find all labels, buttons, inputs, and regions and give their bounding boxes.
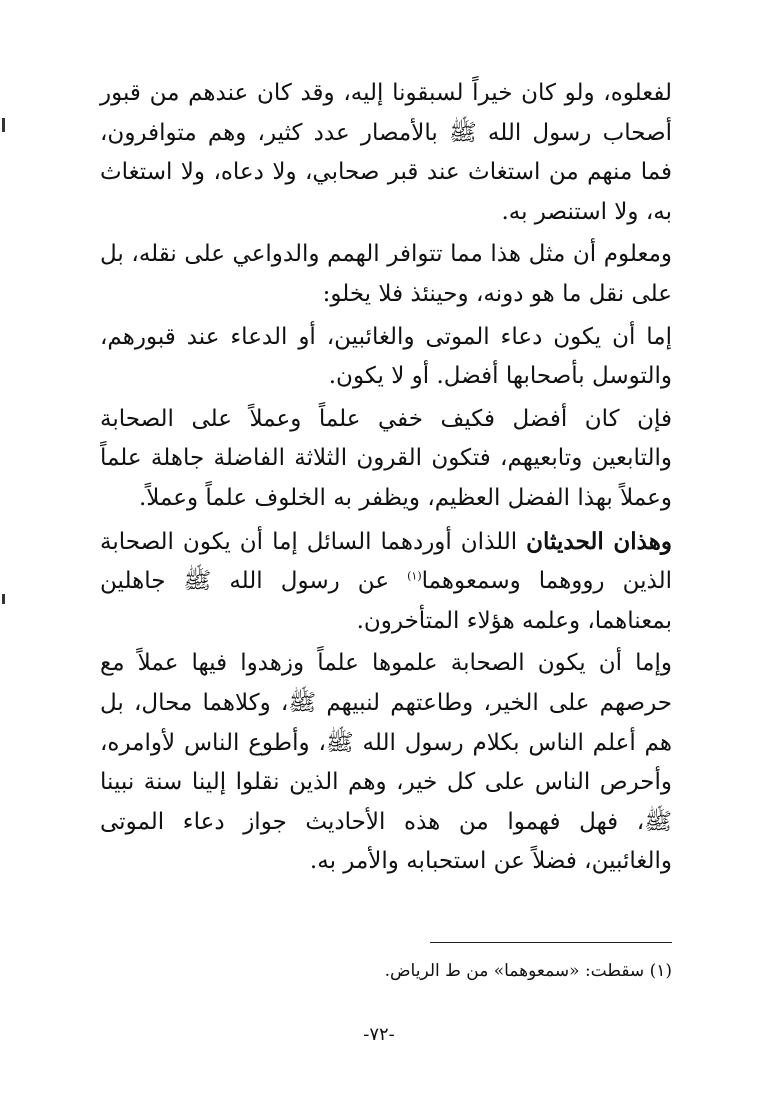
paragraph-5 <box>100 522 672 642</box>
paragraph-2: ومعلوم أن مثل هذا مما تتوافر الهمم والدواعي على نقله، بل على نقل ما هو دونه، وحينئذ فلا يخلو: <box>100 241 672 307</box>
scan-edge-mark <box>2 118 5 132</box>
paragraph-5-text: اللذان أوردهما السائل إما أن يكون الصحابة الذين رووهما وسمعوهما <box>100 528 672 595</box>
paragraph-6: وإما أن يكون الصحابة علموها علماً وزهدوا فيها عملاً مع حرصهم على الخير، وطاعتهم لنبيهم ﷺ، وكلاهما محال، بل هم أعلم الناس بكلام رسول الله ﷺ، وأطوع الناس لأوامره، وأحرص الناس على كل خير، وهم الذين نقلوا إلينا سنة نبينا ﷺ، فهل فهموا من هذه الأحاديث جواز دعاء الموتى والغائبين، فضلاً عن استحبابه والأمر به. <box>100 650 672 875</box>
footnote: (١) سقطت: «سمعوهما» من ط الرياض. <box>384 961 672 981</box>
scan-edge-mark <box>2 594 5 604</box>
paragraph-1: لفعلوه، ولو كان خيراً لسبقونا إليه، وقد كان عندهم من قبور أصحاب رسول الله ﷺ بالأمصار عدد كثير، وهم متوافرون، فما منهم من استغاث عند قبر صحابي، ولا دعاه، ولا استغاث به، ولا استنصر به. <box>100 80 672 225</box>
footnote-divider <box>430 942 672 943</box>
paragraph-5-text-end: عن رسول الله ﷺ جاهلين بمعناهما، وعلمه هؤلاء المتأخرون. <box>100 568 672 634</box>
page-body <box>100 74 672 882</box>
paragraph-4: فإن كان أفضل فكيف خفي علماً وعملاً على الصحابة والتابعين وتابعيهم، فتكون القرون الثلاثة الفاضلة جاهلة علماً وعملاً بهذا الفضل العظيم، ويظفر به الخلوف علماً وعملاً. <box>100 405 672 511</box>
emphasized-phrase: وهذان الحديثان <box>526 527 672 555</box>
page-number: -٧٢- <box>363 1024 395 1045</box>
footnote-marker[interactable]: (١) <box>407 569 422 583</box>
paragraph-3: إما أن يكون دعاء الموتى والغائبين، أو الدعاء عند قبورهم، والتوسل بأصحابها أفضل. أو لا يكون. <box>100 323 672 390</box>
